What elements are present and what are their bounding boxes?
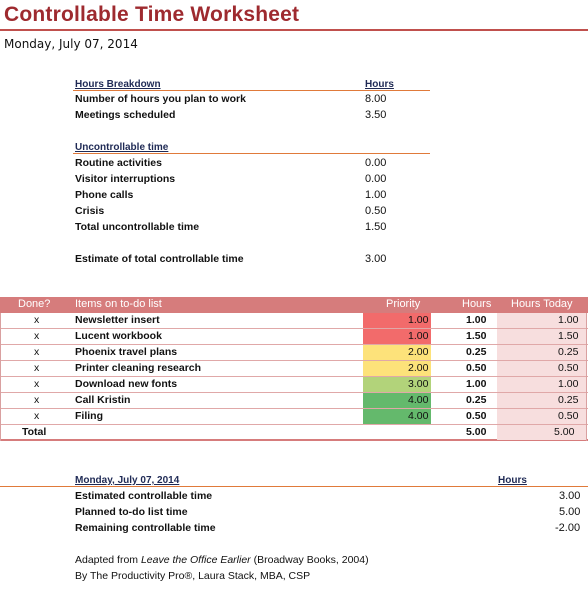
summary-remaining-value: -2.00 xyxy=(555,522,581,534)
summary-planned-value: 5.00 xyxy=(559,506,581,518)
visitor-value: 0.00 xyxy=(365,173,387,185)
priority-value: 2.00 xyxy=(408,346,429,358)
summary-heading: Monday, July 07, 2014 xyxy=(75,475,180,486)
todo-row xyxy=(0,393,588,409)
priority-value: 1.00 xyxy=(408,330,429,342)
total-hours: 5.00 xyxy=(466,426,487,438)
items-col-header: Items on to-do list xyxy=(75,298,162,310)
todo-row xyxy=(0,361,588,377)
visitor-label: Visitor interruptions xyxy=(75,173,176,185)
todo-item: Call Kristin xyxy=(75,394,131,406)
priority-value: 4.00 xyxy=(408,394,429,406)
priority-value: 2.00 xyxy=(408,362,429,374)
phone-label: Phone calls xyxy=(75,189,134,201)
hours-breakdown-rule xyxy=(73,90,430,91)
hours-col-heading: Hours xyxy=(365,79,394,90)
credit-book-title: Leave the Office Earlier xyxy=(140,554,251,566)
summary-estimated-value: 3.00 xyxy=(559,490,581,502)
todo-row xyxy=(0,313,588,329)
routine-value: 0.00 xyxy=(365,157,387,169)
credit-suffix: (Broadway Books, 2004) xyxy=(250,554,369,566)
routine-label: Routine activities xyxy=(75,157,162,169)
credit-line-1 xyxy=(75,554,369,566)
hours-col-header: Hours xyxy=(462,298,492,310)
todo-row xyxy=(0,409,588,425)
hours-today-value: 0.25 xyxy=(558,394,579,406)
hours-value: 0.50 xyxy=(466,362,487,374)
crisis-value: 0.50 xyxy=(365,205,387,217)
planned-hours-value: 8.00 xyxy=(365,93,387,105)
credit-line-2: By The Productivity Pro®, Laura Stack, MBA, CSP xyxy=(75,570,311,582)
uncontrollable-rule xyxy=(73,153,430,154)
done-mark: x xyxy=(34,394,40,406)
total-uncontrollable-value: 1.50 xyxy=(365,221,387,233)
done-mark: x xyxy=(34,314,40,326)
phone-value: 1.00 xyxy=(365,189,387,201)
estimate-label: Estimate of total controllable time xyxy=(75,253,244,265)
hours-today-value: 1.50 xyxy=(558,330,579,342)
hours-today-col-header: Hours Today xyxy=(511,298,573,310)
date-label: Monday, July 07, 2014 xyxy=(4,37,138,51)
todo-table xyxy=(0,297,588,441)
hours-today-value: 1.00 xyxy=(558,378,579,390)
table-left-border xyxy=(0,313,1,441)
todo-item: Download new fonts xyxy=(75,378,178,390)
page-title: Controllable Time Worksheet xyxy=(4,3,300,26)
priority-value: 1.00 xyxy=(408,314,429,326)
hours-value: 0.25 xyxy=(466,346,487,358)
meetings-label: Meetings scheduled xyxy=(75,109,176,121)
summary-planned-label: Planned to-do list time xyxy=(75,506,188,518)
todo-rows xyxy=(0,313,588,425)
hours-value: 1.00 xyxy=(466,314,487,326)
hours-breakdown-heading: Hours Breakdown xyxy=(75,79,161,90)
hours-today-value: 0.25 xyxy=(558,346,579,358)
hours-value: 0.50 xyxy=(466,410,487,422)
hours-today-value: 1.00 xyxy=(558,314,579,326)
summary-rule xyxy=(0,486,588,487)
hours-today-value: 0.50 xyxy=(558,410,579,422)
total-uncontrollable-label: Total uncontrollable time xyxy=(75,221,200,233)
todo-item: Filing xyxy=(75,410,103,422)
summary-remaining-label: Remaining controllable time xyxy=(75,522,216,534)
todo-row xyxy=(0,345,588,361)
summary-estimated-label: Estimated controllable time xyxy=(75,490,213,502)
todo-item: Newsletter insert xyxy=(75,314,160,326)
hours-today-value: 0.50 xyxy=(558,362,579,374)
todo-row xyxy=(0,377,588,393)
uncontrollable-heading: Uncontrollable time xyxy=(75,142,169,153)
crisis-label: Crisis xyxy=(75,205,105,217)
todo-total-row xyxy=(0,425,588,441)
done-col-header: Done? xyxy=(18,298,51,310)
done-mark: x xyxy=(34,410,40,422)
hours-value: 1.50 xyxy=(466,330,487,342)
done-mark: x xyxy=(34,346,40,358)
hours-value: 0.25 xyxy=(466,394,487,406)
todo-header-row xyxy=(0,297,588,313)
estimate-value: 3.00 xyxy=(365,253,387,265)
todo-item: Phoenix travel plans xyxy=(75,346,178,358)
summary-col-heading: Hours xyxy=(498,475,527,486)
total-hours-today: 5.00 xyxy=(554,426,575,438)
priority-col-header: Priority xyxy=(386,298,421,310)
title-rule xyxy=(0,29,588,31)
todo-row xyxy=(0,329,588,345)
meetings-value: 3.50 xyxy=(365,109,387,121)
todo-item: Lucent workbook xyxy=(75,330,162,342)
done-mark: x xyxy=(34,378,40,390)
priority-value: 3.00 xyxy=(408,378,429,390)
table-right-border xyxy=(586,313,587,441)
priority-value: 4.00 xyxy=(408,410,429,422)
planned-hours-label: Number of hours you plan to work xyxy=(75,93,246,105)
hours-value: 1.00 xyxy=(466,378,487,390)
credit-prefix: Adapted from xyxy=(75,554,141,566)
done-mark: x xyxy=(34,362,40,374)
todo-item: Printer cleaning research xyxy=(75,362,202,374)
total-label: Total xyxy=(22,426,47,438)
done-mark: x xyxy=(34,330,40,342)
